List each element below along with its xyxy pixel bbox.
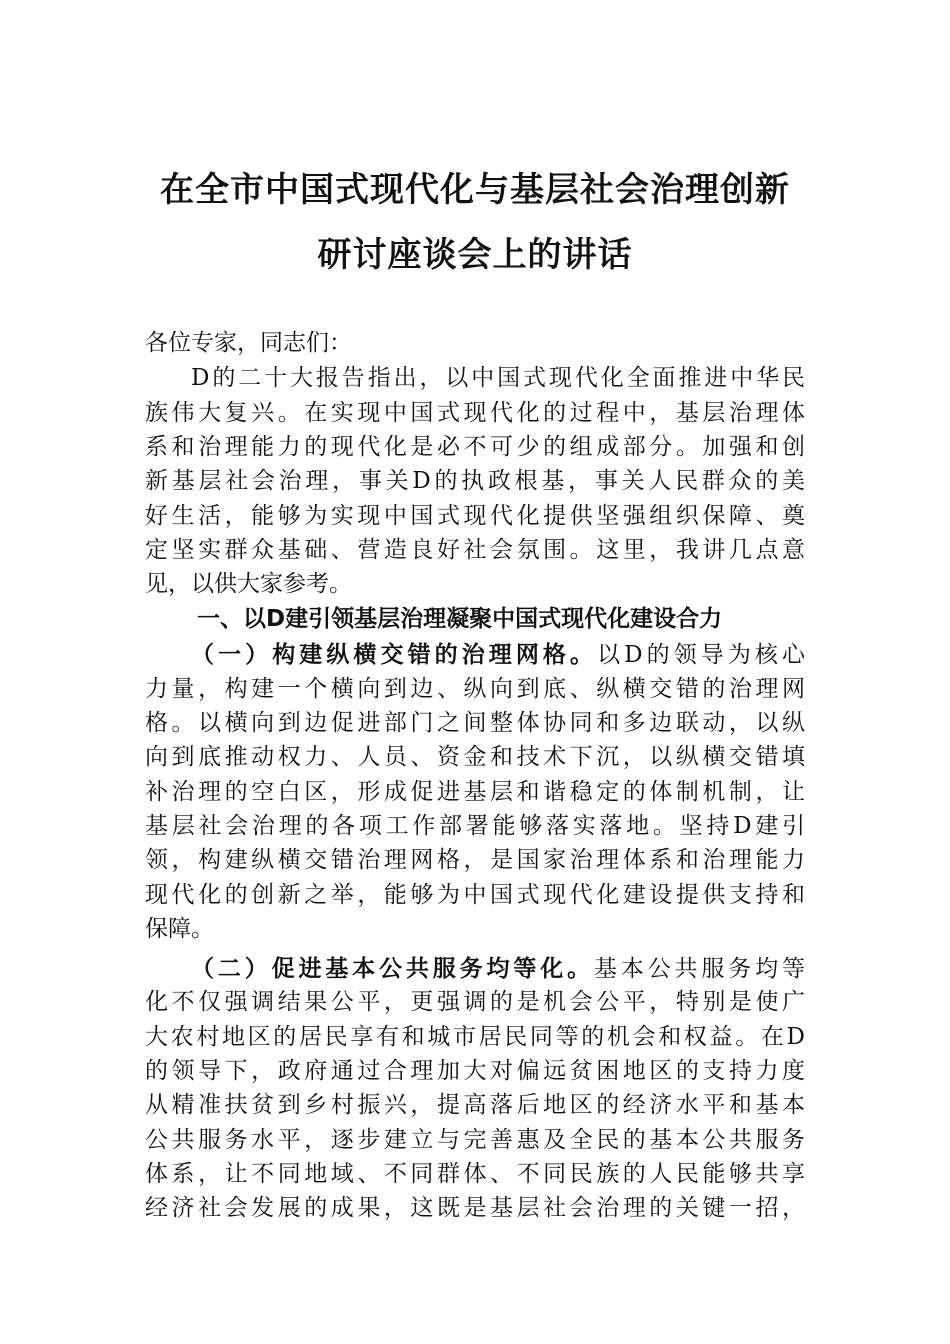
intro-line: 系和治理能力的现代化是必不可少的组成部分。加强和创 [145,434,805,460]
paragraph-line: 大农村地区的居民享有和城市居民同等的机会和权益。在D [145,1024,805,1050]
paragraph-line: 基层社会治理的各项工作部署能够落实落地。坚持D建引 [145,813,805,839]
intro-line: 族伟大复兴。在实现中国式现代化的过程中，基层治理体 [145,400,805,426]
paragraph-line: 格。以横向到边促进部门之间整体协同和多边联动，以纵 [145,710,805,736]
paragraph-line: 领，构建纵横交错治理网格，是国家治理体系和治理能力 [145,847,805,873]
paragraph-line: 的领导下，政府通过合理加大对偏远贫困地区的支持力度 [145,1058,805,1084]
paragraph-line: 经济社会发展的成果，这既是基层社会治理的关键一招， [145,1195,805,1221]
paragraph-line: 保障。 [145,916,214,942]
intro-line: D的二十大报告指出，以中国式现代化全面推进中华民 [191,365,805,391]
paragraph-first-line [191,638,805,671]
paragraph-line: 化不仅强调结果公平，更强调的是机会公平，特别是使广 [145,989,805,1015]
intro-line: 好生活，能够为实现中国式现代化提供坚强组织保障、奠 [145,503,805,529]
paragraph-line: 现代化的创新之举，能够为中国式现代化建设提供支持和 [145,882,805,908]
paragraph-first-line [191,952,805,985]
intro-line: 见，以供大家参考。 [145,571,352,597]
paragraph-line: 力量，构建一个横向到边、纵向到底、纵横交错的治理网 [145,676,805,702]
paragraph-line: 体系，让不同地域、不同群体、不同民族的人民能够共享 [145,1161,805,1187]
paragraph-line: 向到底推动权力、人员、资金和技术下沉，以纵横交错填 [145,744,805,770]
paragraph-text: 以D的领导为核心 [597,642,805,668]
intro-line: 新基层社会治理，事关D的执政根基，事关人民群众的美 [145,468,805,494]
paragraph-line: 公共服务水平，逐步建立与完善惠及全民的基本公共服务 [145,1127,805,1153]
salutation: 各位专家，同志们： [145,330,352,356]
section-heading: 一、以D建引领基层治理凝聚中国式现代化建设合力 [197,606,723,632]
sub-heading: （一）构建纵横交错的治理网格。 [191,641,598,668]
paragraph-text: 基本公共服务均等 [593,956,806,982]
paragraph-line: 从精准扶贫到乡村振兴，提高落后地区的经济水平和基本 [145,1092,805,1118]
intro-line: 定坚实群众基础、营造良好社会氛围。这里，我讲几点意 [145,537,805,563]
sub-heading: （二）促进基本公共服务均等化。 [191,955,594,982]
document-title-line-2: 研讨座谈会上的讲话 [317,235,633,275]
document-title-line-1: 在全市中国式现代化与基层社会治理创新 [160,170,790,210]
paragraph-line: 补治理的空白区，形成促进基层和谐稳定的体制机制，让 [145,779,805,805]
